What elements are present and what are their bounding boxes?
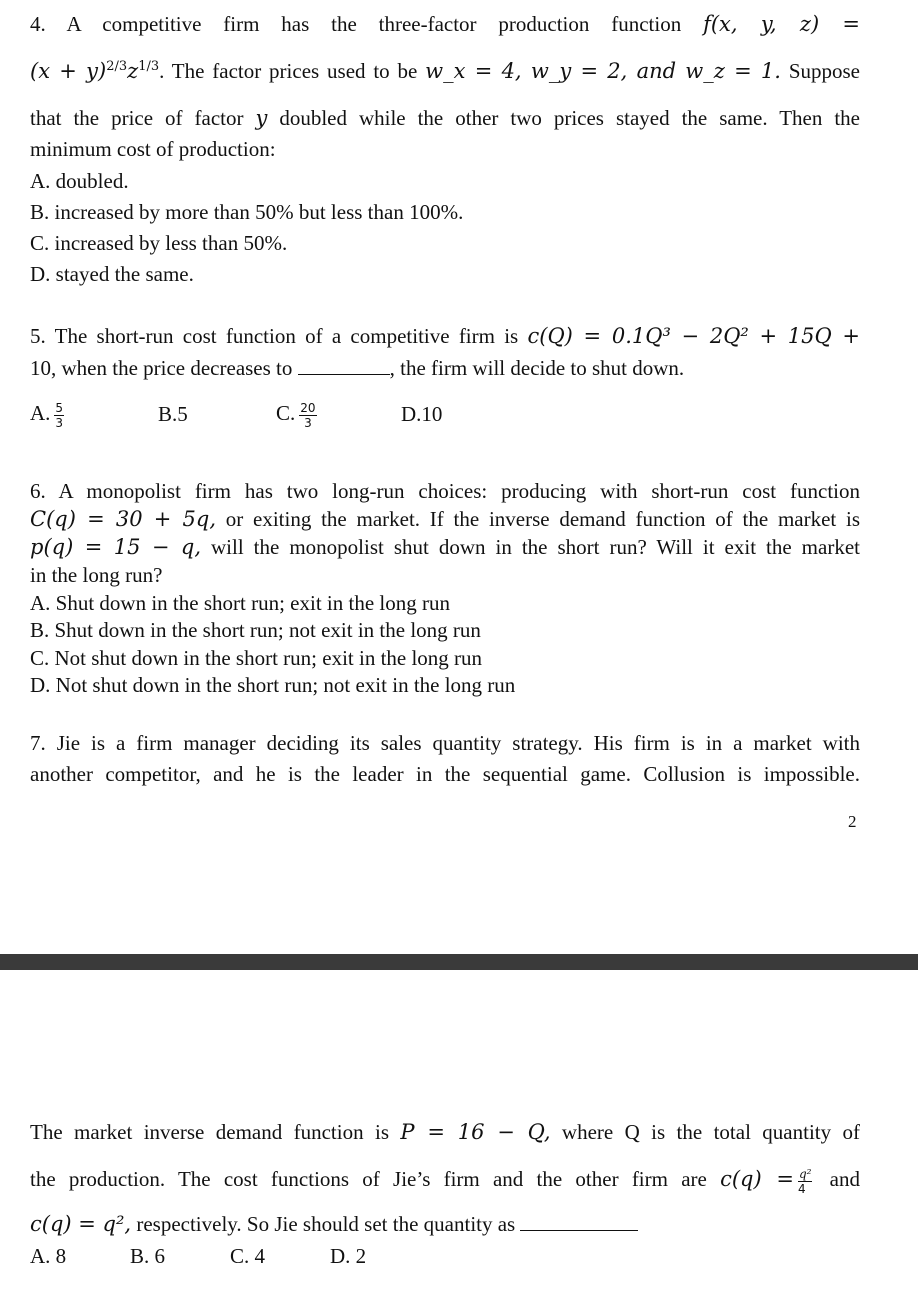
q7-demand-function: P = 16 − Q, bbox=[400, 1120, 551, 1144]
q6-option-a: A. Shut down in the short run; exit in the long run bbox=[30, 591, 450, 615]
q4-option-a: A. doubled. bbox=[30, 169, 129, 193]
q4-expr-base: (x + y) bbox=[30, 59, 107, 83]
q4-option-b: B. increased by more than 50% but less than 100%. bbox=[30, 200, 464, 224]
q7-option-d: D. 2 bbox=[330, 1244, 367, 1268]
q7-line-1: 7. Jie is a firm manager deciding its sales quantity strategy. His firm is in a market with bbox=[30, 731, 860, 755]
q6-cost-function: C(q) = 30 + 5q, bbox=[30, 507, 216, 531]
q5-line-1: 5. The short-run cost function of a competitive firm is c(Q) = 0.1Q³ − 2Q² + 15Q + bbox=[30, 324, 860, 348]
q5-option-d: D.10 bbox=[401, 402, 443, 426]
q5-line-2: 10, when the price decreases to , the firm will decide to shut down. bbox=[30, 356, 685, 380]
q6-line-3: p(q) = 15 − q, will the monopolist shut down in the short run? Will it exit the market bbox=[30, 535, 860, 559]
page-break-divider bbox=[0, 954, 918, 970]
q5-option-c: C. $\frac{20}{3}$ bbox=[276, 400, 316, 430]
q6-demand-function: p(q) = 15 − q, bbox=[30, 535, 201, 559]
q4-line-3: that the price of factor y doubled while the other two prices stayed the same. Then the bbox=[30, 106, 860, 130]
q4-option-d: D. stayed the same. bbox=[30, 262, 194, 286]
q7-option-c: C. 4 bbox=[230, 1244, 266, 1268]
q6-line-4: in the long run? bbox=[30, 563, 163, 587]
q4-factor-prices: w_x = 4, w_y = 2, and w_z = 1. bbox=[425, 59, 781, 83]
q4-production-function: f(x, y, z) = bbox=[703, 12, 861, 36]
q7-cont-line-1: The market inverse demand function is P = 16 − Q, where Q is the total quantity of bbox=[30, 1120, 861, 1144]
q7-cont-line-3: c(q) = q², respectively. So Jie should set the quantity as bbox=[30, 1211, 638, 1237]
q7-cost-fraction: $\frac{\text{q²}}{4}$ bbox=[797, 1166, 812, 1196]
q7-option-b: B. 6 bbox=[130, 1244, 166, 1268]
q7-cost-function-other: c(q) = q², bbox=[30, 1212, 132, 1236]
q6-option-d: D. Not shut down in the short run; not exit in the long run bbox=[30, 673, 516, 697]
q7-option-a: A. 8 bbox=[30, 1244, 67, 1268]
q7-line-2: another competitor, and he is the leader in the sequential game. Collusion is impossible. bbox=[30, 762, 860, 786]
q4-line-1: 4. A competitive firm has the three-factor production function f(x, y, z) = bbox=[30, 12, 861, 36]
q6-line-1: 6. A monopolist firm has two long-run choices: producing with short-run cost function bbox=[30, 479, 860, 503]
q7-answer-blank bbox=[520, 1214, 638, 1231]
q7-cont-line-2: the production. The cost functions of Jie’s firm and the other firm are c(q) = $\frac{\text{q²}}{4}$ and bbox=[30, 1166, 860, 1196]
q5-answer-blank bbox=[298, 358, 390, 375]
q4-option-c: C. increased by less than 50%. bbox=[30, 231, 288, 255]
q5-option-c-fraction: $\frac{20}{3}$ bbox=[300, 400, 316, 430]
page-number: 2 bbox=[848, 812, 857, 831]
q5-option-a-fraction: $\frac{5}{3}$ bbox=[55, 400, 64, 430]
q5-option-b: B.5 bbox=[158, 402, 188, 426]
q4-line-4: minimum cost of production: bbox=[30, 137, 276, 161]
q6-line-2: C(q) = 30 + 5q, or exiting the market. If the inverse demand function of the market is bbox=[30, 507, 861, 531]
q6-option-b: B. Shut down in the short run; not exit in the long run bbox=[30, 618, 481, 642]
q4-line-2: $(x + y)^{2/3}z^{1/3}$. The factor prices used to be w_x = 4, w_y = 2, and w_z = 1. Suppose bbox=[30, 59, 860, 83]
q6-option-c: C. Not shut down in the short run; exit in the long run bbox=[30, 646, 483, 670]
q7-cost-function-jie: c(q) = bbox=[720, 1167, 794, 1191]
q5-cost-function: c(Q) = 0.1Q³ − 2Q² + 15Q + bbox=[527, 324, 860, 348]
q5-option-a: A. $\frac{5}{3}$ bbox=[30, 400, 64, 430]
